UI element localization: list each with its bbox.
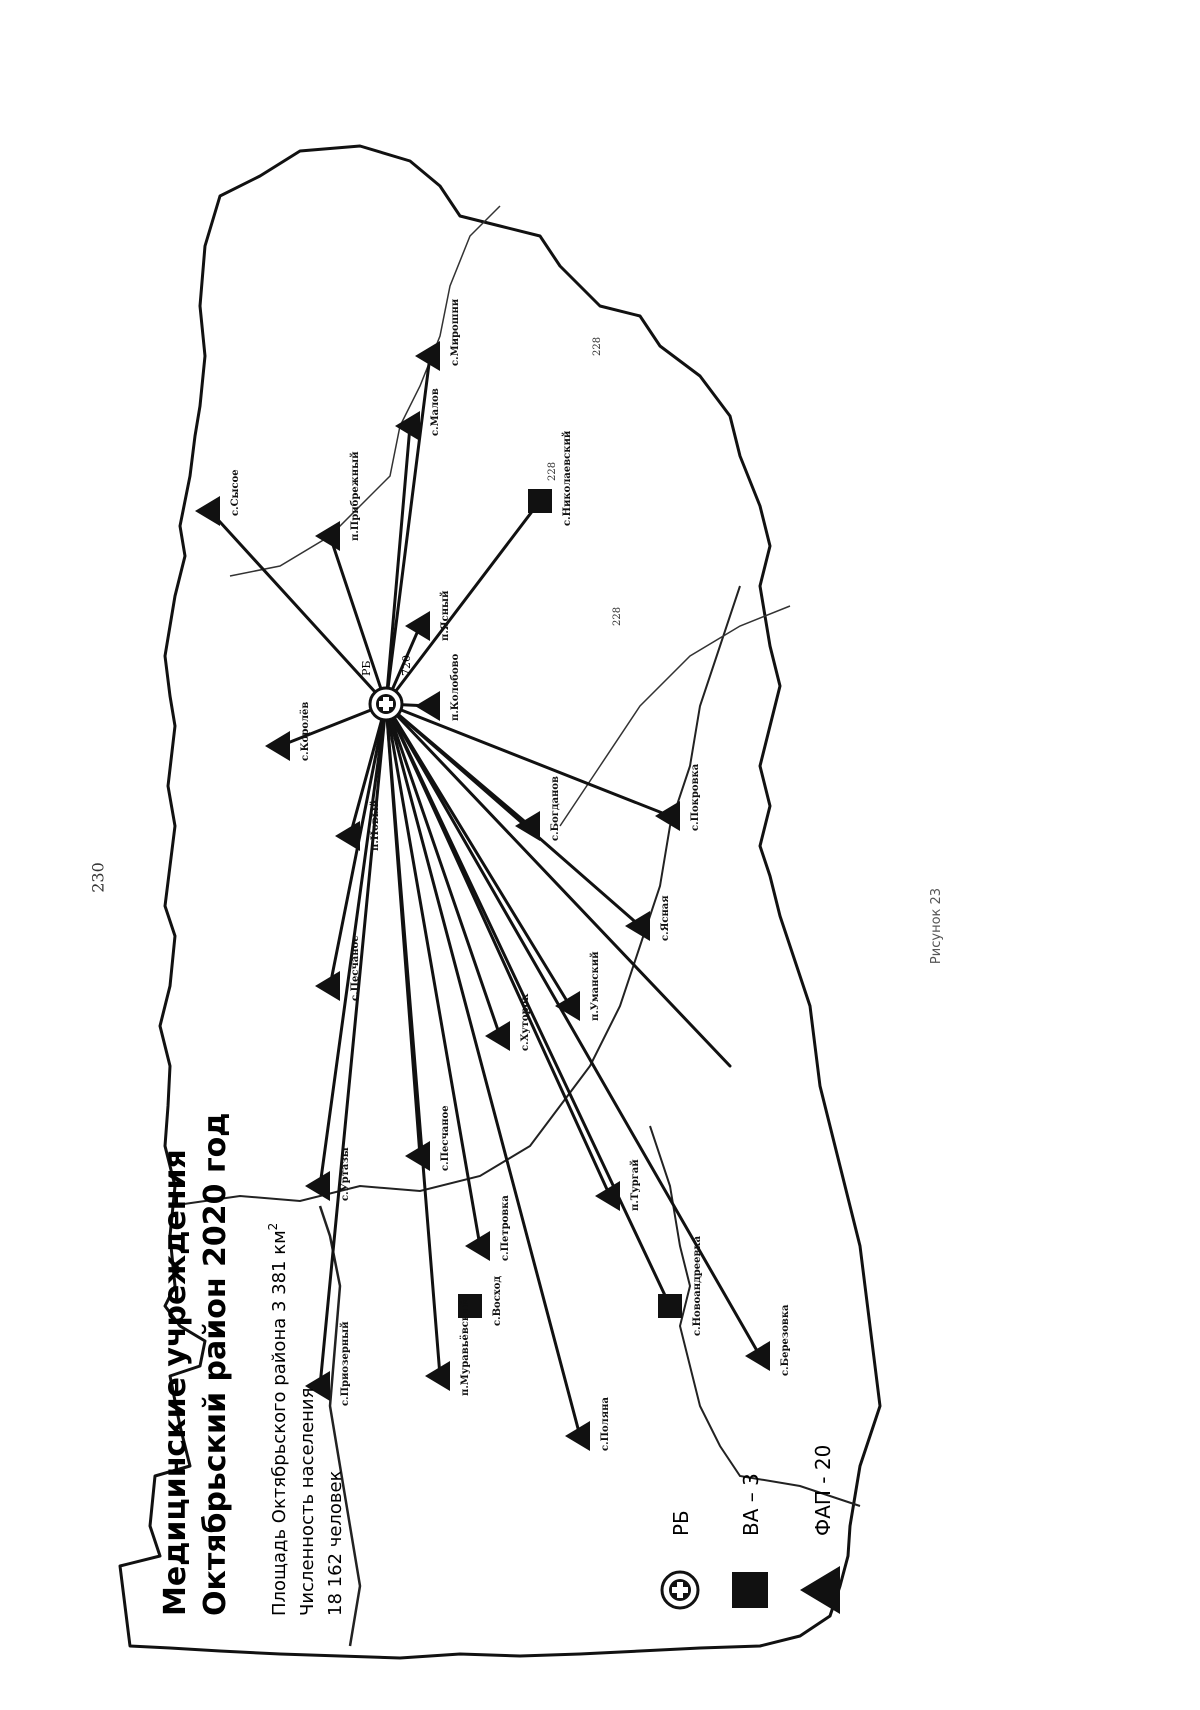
legend-item-va	[732, 1473, 768, 1608]
legend-label: ФАП - 20	[811, 1444, 835, 1536]
hub-label: РБ	[360, 660, 373, 676]
info-population-label: Численность населения	[297, 1387, 318, 1616]
river-line	[230, 206, 500, 576]
village-label: с.Уртазы	[340, 1147, 351, 1201]
va-square-icon	[528, 489, 552, 513]
fap-triangle-icon	[405, 1141, 430, 1171]
triangle-icon	[800, 1566, 840, 1614]
fap-triangle-icon	[405, 611, 430, 641]
title-line1: Медицинские учреждения	[158, 1149, 193, 1616]
village-label: п.Тургай	[630, 1159, 641, 1211]
title-line2: Октябрьский район 2020 год	[198, 1112, 233, 1616]
fap-triangle-icon	[395, 411, 420, 441]
village-label: с.Березовка	[780, 1304, 791, 1376]
fap-triangle-icon	[425, 1361, 450, 1391]
village-label: с.Богданов	[550, 776, 561, 841]
village-label: с.Николаевский	[562, 430, 573, 526]
village-label: с.Хуторок	[520, 993, 531, 1051]
legend	[662, 1445, 840, 1614]
info-area: Площадь Октябрьского района 3 381 $км^2$	[266, 1222, 290, 1616]
page-number: 230	[88, 862, 108, 893]
village-label: п.Уманский	[590, 951, 601, 1021]
road-label: 228	[612, 606, 623, 626]
village-label: с.Поляна	[600, 1397, 611, 1451]
connection-lines	[210, 356, 760, 1436]
village-label: с.Королёв	[300, 701, 311, 761]
legend-label: РБ	[669, 1510, 693, 1536]
road-label: 228	[547, 461, 558, 481]
village-label: с.Приозерный	[340, 1321, 351, 1406]
info-population-value: 18 162 человек	[325, 1470, 346, 1616]
legend-item-fap	[800, 1445, 840, 1614]
fap-triangle-icon	[265, 731, 290, 761]
village-label: с.Мирошни	[450, 298, 461, 366]
village-label: п.Колобово	[450, 653, 461, 721]
village-label: с.Сысое	[230, 469, 241, 516]
village-label: п.Новый	[370, 799, 381, 851]
village-labels	[230, 298, 791, 1451]
va-square-icon	[658, 1294, 682, 1318]
hub-rb-marker	[370, 688, 402, 720]
village-label: с.Малов	[430, 388, 441, 436]
village-label: с.Песчаное	[350, 935, 361, 1001]
square-icon	[732, 1572, 768, 1608]
fap-triangle-icon	[655, 801, 680, 831]
hub-number: 720	[400, 655, 413, 676]
fap-triangle-icon	[315, 971, 340, 1001]
road-line	[560, 606, 790, 826]
road-label: 228	[592, 336, 603, 356]
village-label: с.Покровка	[690, 763, 701, 831]
fap-triangle-icon	[195, 496, 220, 526]
legend-label: ВА – 3	[739, 1473, 763, 1536]
village-label: с.Песчаное	[440, 1105, 451, 1171]
fap-triangle-icon	[315, 521, 340, 551]
village-label: п.Прибрежный	[350, 451, 361, 541]
village-label: с.Петровка	[500, 1195, 511, 1261]
legend-item-rb	[662, 1510, 698, 1608]
village-label: с.Восход	[492, 1275, 503, 1326]
village-label: п.Муравьёвский	[460, 1299, 471, 1396]
village-label: с.Новоандреевка	[692, 1235, 703, 1336]
village-label: п.Ясный	[440, 590, 451, 641]
fap-triangle-icon	[555, 991, 580, 1021]
fap-triangle-icon	[335, 821, 360, 851]
figure-caption: Рисунок 23	[929, 887, 944, 965]
fap-triangle-icon	[745, 1341, 770, 1371]
fap-triangle-icon	[595, 1181, 620, 1211]
village-label: с.Ясная	[660, 895, 671, 941]
